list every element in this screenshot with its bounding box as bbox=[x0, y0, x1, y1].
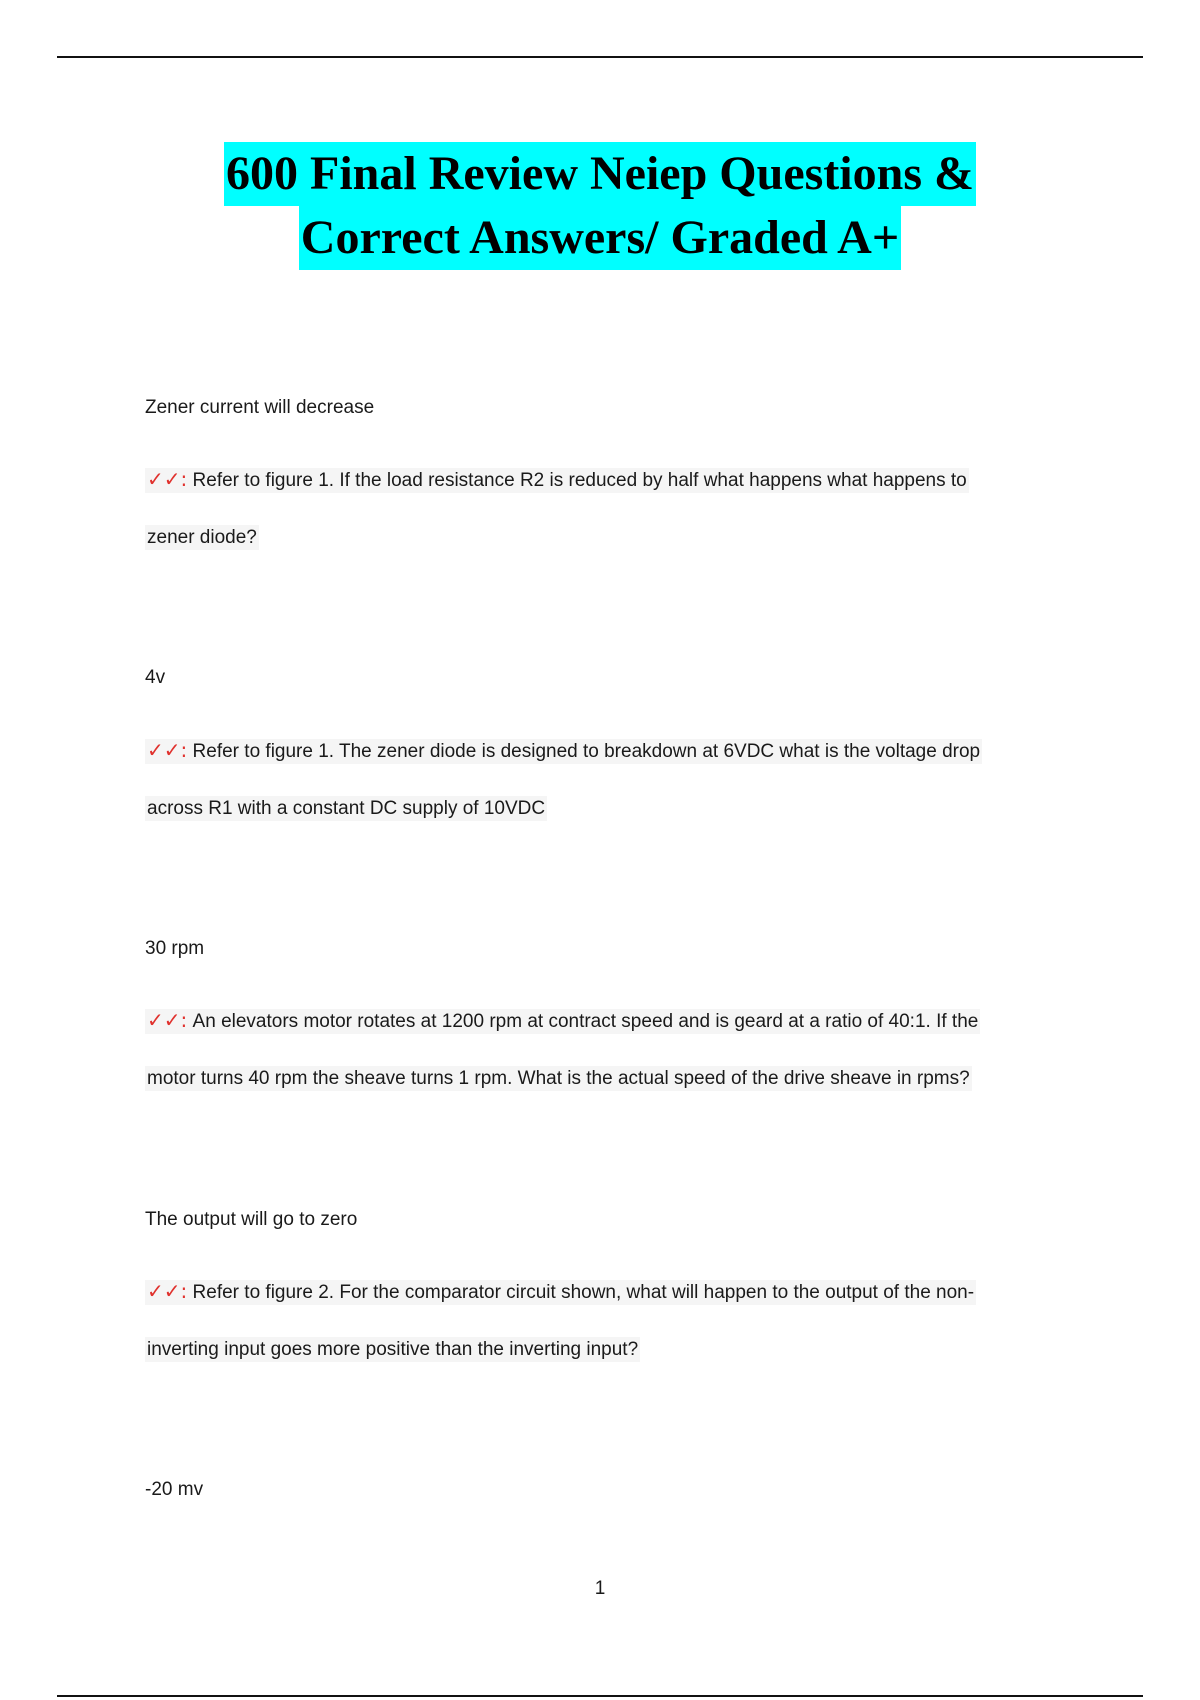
title-line-2: Correct Answers/ Graded A+ bbox=[299, 206, 901, 270]
answer-text: The output will go to zero bbox=[145, 1209, 358, 1230]
question-text: Refer to figure 1. If the load resistance R2 is reduced by half what happens what happens to bbox=[192, 470, 967, 491]
question-text: Refer to figure 1. The zener diode is designed to breakdown at 6VDC what is the voltage drop bbox=[192, 741, 981, 762]
question-text: Refer to figure 2. For the comparator circuit shown, what will happen to the output of the non- bbox=[192, 1282, 975, 1303]
title-line-1: 600 Final Review Neiep Questions & bbox=[224, 142, 976, 206]
question-block bbox=[145, 1263, 1065, 1378]
question-block bbox=[145, 722, 1065, 837]
check-icon: ✓✓: bbox=[147, 1279, 188, 1303]
answer-text: 30 rpm bbox=[145, 938, 205, 959]
check-icon: ✓✓: bbox=[147, 1008, 188, 1032]
page-number: 1 bbox=[594, 1578, 606, 1599]
question-text: An elevators motor rotates at 1200 rpm at contract speed and is geard at a ratio of 40:1. If the bbox=[192, 1011, 979, 1032]
check-icon: ✓✓: bbox=[147, 738, 188, 762]
check-icon: ✓✓: bbox=[147, 467, 188, 491]
question-block bbox=[145, 992, 1065, 1107]
answer-text: -20 mv bbox=[145, 1479, 204, 1500]
question-text: across R1 with a constant DC supply of 10VDC bbox=[147, 798, 546, 819]
question-block bbox=[145, 451, 1065, 566]
question-text: motor turns 40 rpm the sheave turns 1 rpm. What is the actual speed of the drive sheave in rpms? bbox=[147, 1068, 970, 1089]
question-text: inverting input goes more positive than the inverting input? bbox=[147, 1339, 639, 1360]
question-text: zener diode? bbox=[147, 527, 257, 548]
document-title bbox=[0, 142, 1200, 270]
header-rule bbox=[57, 56, 1143, 58]
footer-rule bbox=[57, 1695, 1143, 1697]
answer-text: Zener current will decrease bbox=[145, 397, 375, 418]
answer-text: 4v bbox=[145, 667, 166, 688]
